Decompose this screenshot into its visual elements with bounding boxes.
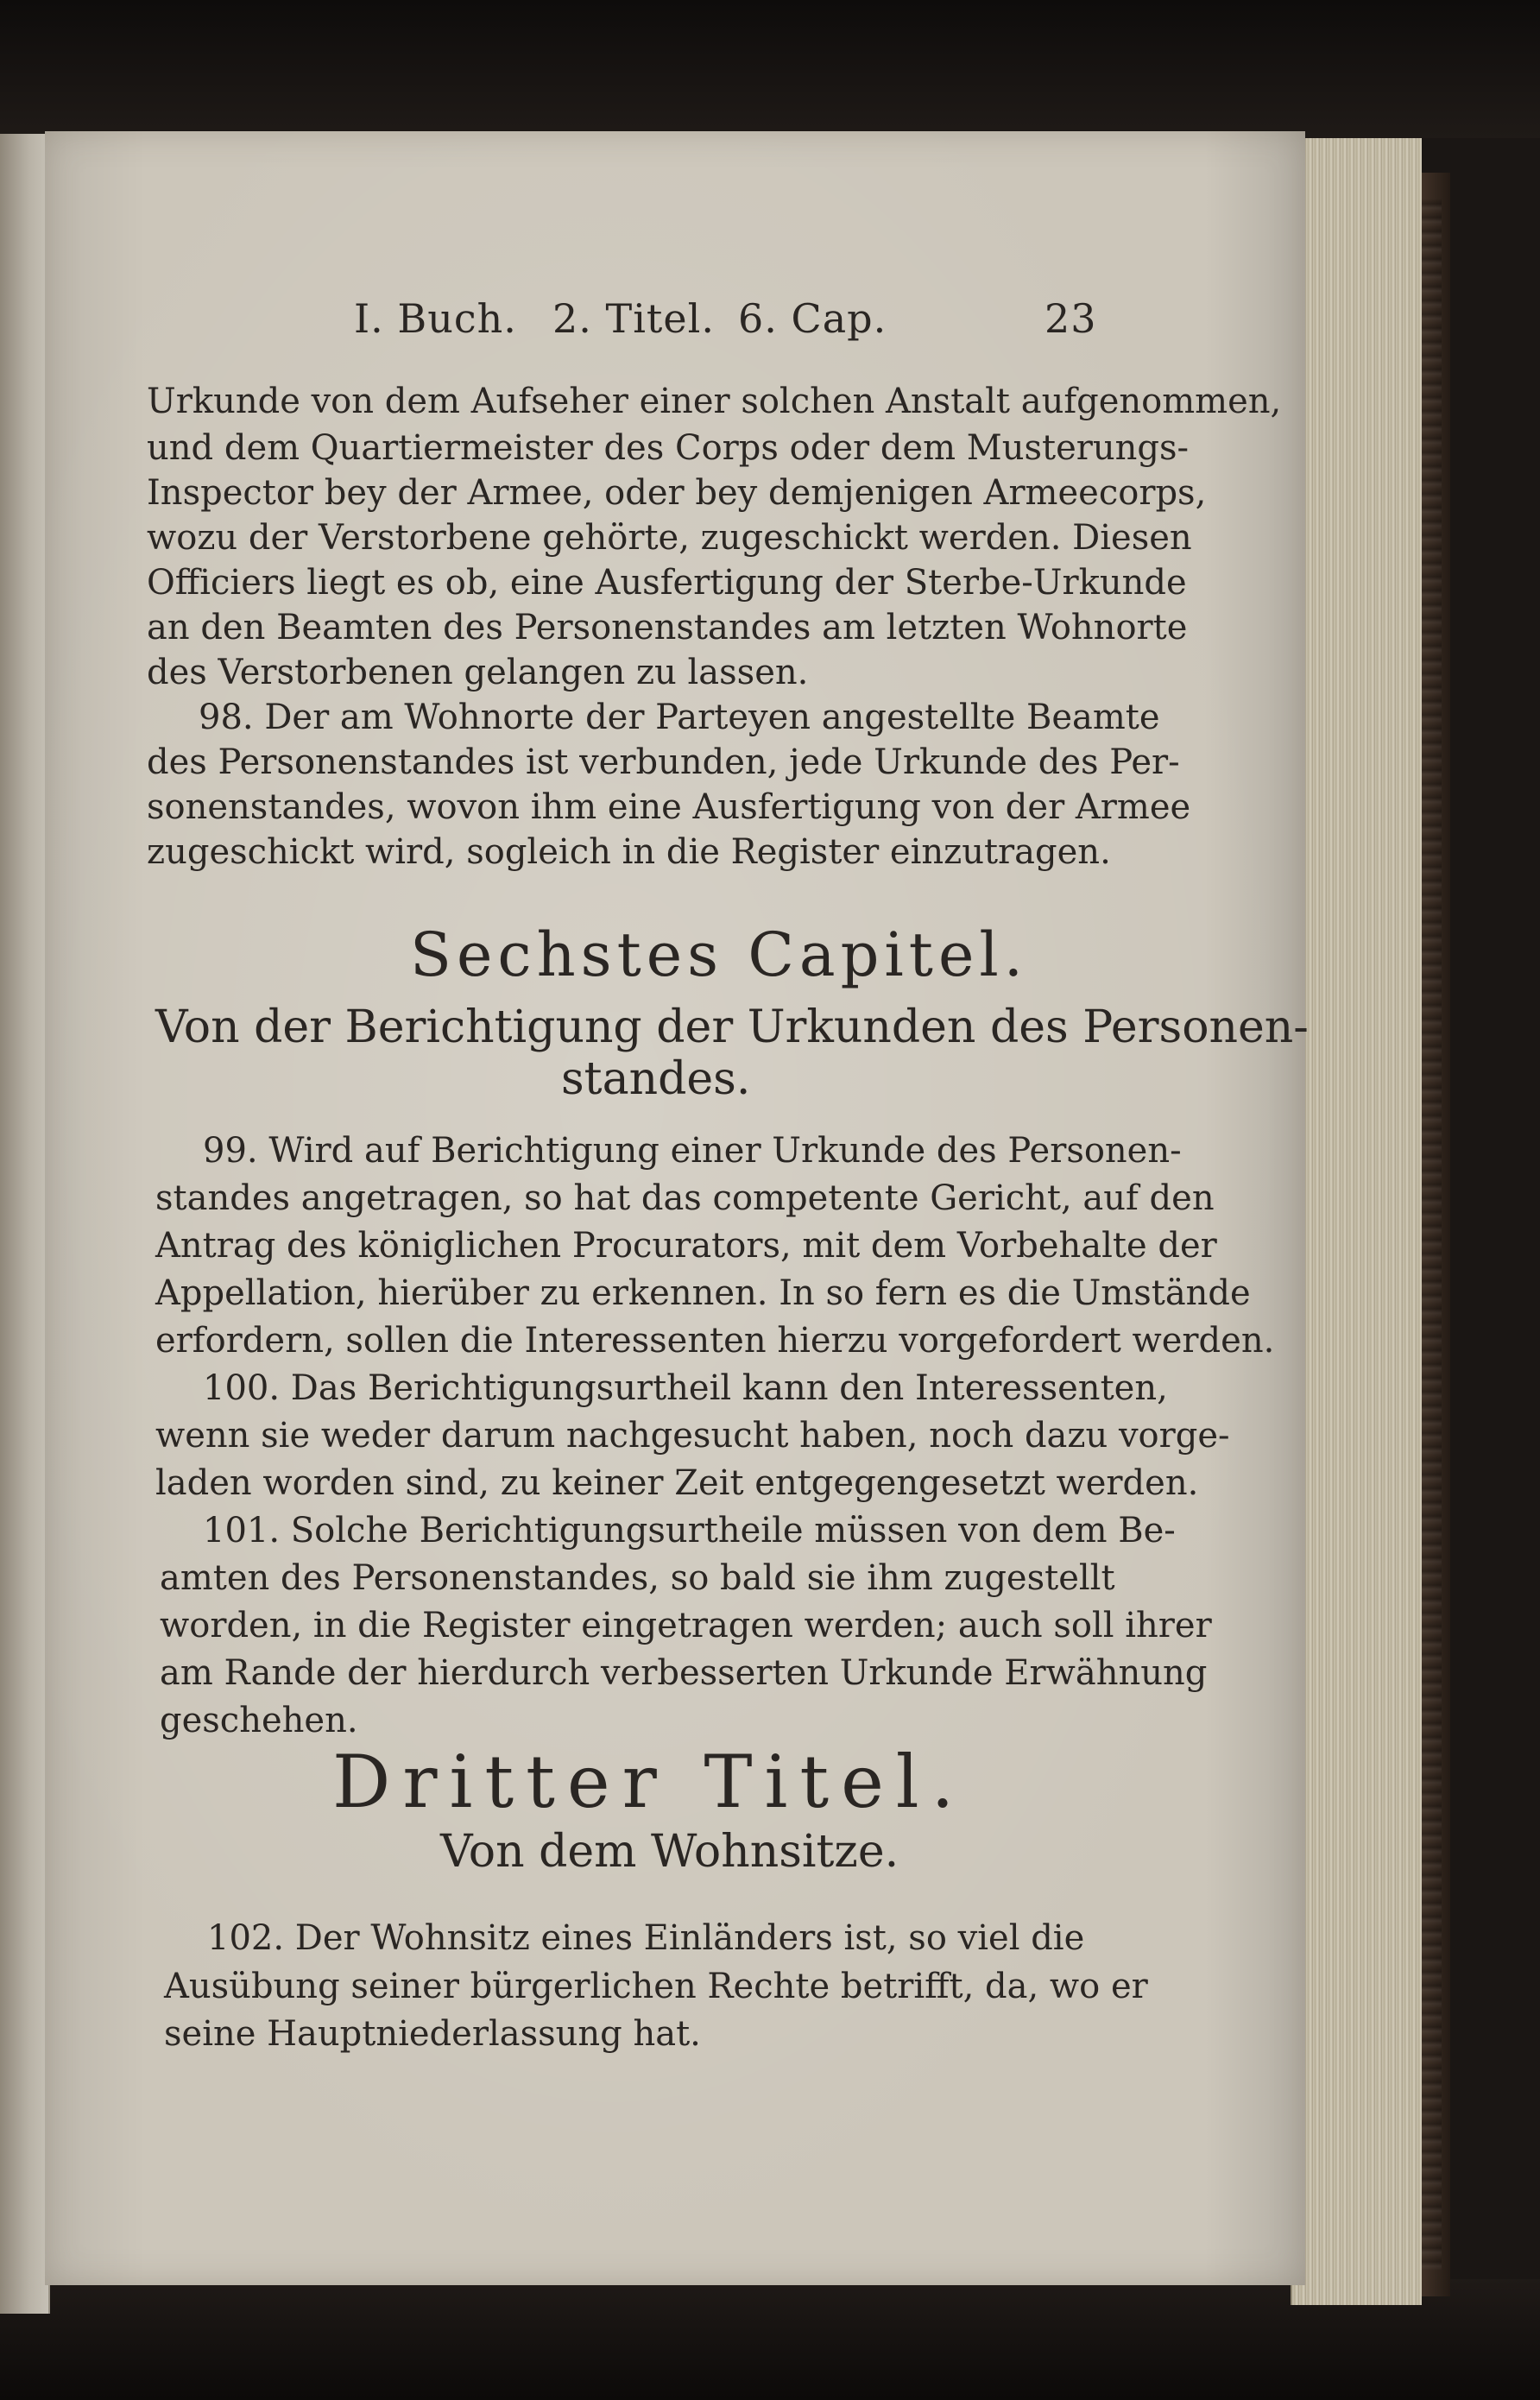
header-book: I. Buch. (354, 295, 517, 342)
text-line: wenn sie weder darum nachgesucht haben, noch dazu vorge- (155, 1416, 1230, 1456)
title-heading: Dritter Titel. (332, 1740, 967, 1824)
text-line: des Verstorbenen gelangen zu lassen. (147, 653, 809, 692)
text-line: sonenstandes, wovon ihm eine Ausfertigung von der Armee (147, 787, 1191, 827)
text-line: 98. Der am Wohnorte der Parteyen angestellte Beamte (199, 698, 1160, 737)
chapter-heading: Sechstes Capitel. (410, 919, 1029, 990)
text-line: Ausübung seiner bürgerlichen Rechte betrifft, da, wo er (164, 1967, 1148, 2006)
page-number: 23 (1045, 295, 1097, 342)
text-line: Officiers liegt es ob, eine Ausfertigung der Sterbe-Urkunde (147, 563, 1187, 603)
text-line: und dem Quartiermeister des Corps oder dem Musterungs- (147, 428, 1190, 468)
text-line: Inspector bey der Armee, oder bey demjenigen Armeecorps, (147, 473, 1207, 513)
text-line: laden worden sind, zu keiner Zeit entgegengesetzt werden. (155, 1463, 1199, 1503)
text-line: 99. Wird auf Berichtigung einer Urkunde des Personen- (203, 1131, 1182, 1171)
text-line: 100. Das Berichtigungsurtheil kann den Interessenten, (203, 1368, 1168, 1408)
header-title-number: 2. Titel. (552, 295, 715, 342)
text-line: Appellation, hierüber zu erkennen. In so fern es die Umstände (155, 1273, 1251, 1313)
chapter-subtitle-line: standes. (561, 1053, 751, 1105)
text-line: an den Beamten des Personenstandes am letzten Wohnorte (147, 608, 1188, 647)
text-line: amten des Personenstandes, so bald sie ihm zugestellt (160, 1558, 1115, 1598)
text-line: 101. Solche Berichtigungsurtheile müssen von dem Be- (203, 1511, 1176, 1551)
page-block-edges (1291, 138, 1422, 2305)
facing-page-edge (0, 134, 50, 2314)
chapter-subtitle-line: Von der Berichtigung der Urkunden des Personen- (155, 1001, 1309, 1053)
text-line: Antrag des königlichen Procurators, mit dem Vorbehalte der (155, 1226, 1217, 1266)
text-line: wozu der Verstorbene gehörte, zugeschickt werden. Diesen (147, 518, 1192, 558)
text-line: zugeschickt wird, sogleich in die Register einzutragen. (147, 832, 1111, 872)
background-top (0, 0, 1540, 138)
text-line: erfordern, sollen die Interessenten hierzu vorgefordert werden. (155, 1321, 1275, 1361)
text-line: geschehen. (160, 1701, 358, 1740)
text-line: am Rande der hierdurch verbesserten Urkunde Erwähnung (160, 1653, 1208, 1693)
text-line: 102. Der Wohnsitz eines Einländers ist, so viel die (207, 1918, 1085, 1958)
text-line: Urkunde von dem Aufseher einer solchen Anstalt aufgenommen, (147, 382, 1282, 421)
text-line: des Personenstandes ist verbunden, jede Urkunde des Per- (147, 742, 1180, 782)
header-chapter: 6. Cap. (738, 295, 887, 342)
text-line: seine Hauptniederlassung hat. (164, 2014, 701, 2054)
text-line: standes angetragen, so hat das competente Gericht, auf den (155, 1178, 1215, 1218)
title-subtitle: Von dem Wohnsitze. (440, 1826, 899, 1878)
text-line: worden, in die Register eingetragen werden; auch soll ihrer (160, 1606, 1212, 1645)
